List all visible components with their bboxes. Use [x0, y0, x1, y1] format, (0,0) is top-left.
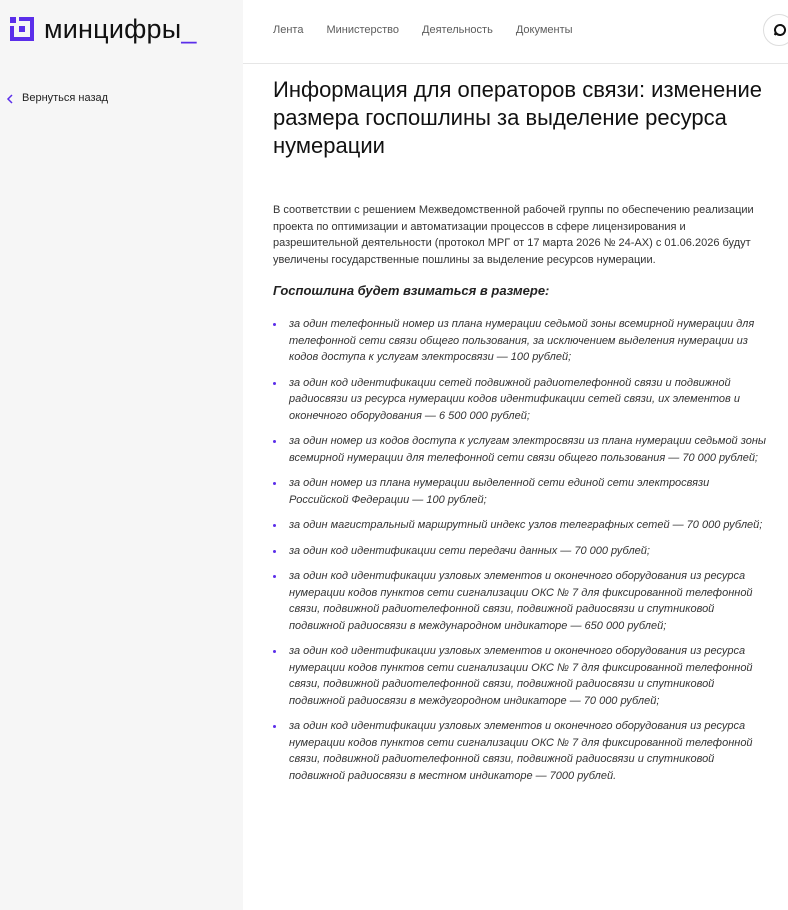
list-item: [273, 475, 771, 508]
logo-cursor: _: [181, 14, 197, 44]
nav-item-activity[interactable]: Деятельность: [422, 24, 493, 36]
list-item-text: за один код идентификации сетей подвижной радиотелефонной связи и подвижной радиосвязи из ресурса нумерации кодов идентификации сетей связи, их элементов и оконечного оборудования — 6 500 000 рублей;: [289, 376, 740, 422]
bullet: [273, 524, 276, 527]
sidebar: [0, 0, 243, 910]
bullet: [273, 650, 276, 653]
chat-button[interactable]: [763, 14, 788, 46]
article-subheading: Госпошлина будет взиматься в размере:: [273, 283, 550, 298]
list-item-text: за один код идентификации узловых элементов и оконечного оборудования из ресурса нумерации кодов пунктов сети сигнализации ОКС № 7 для фиксированной телефонной связи, подвижной радиотелефонной связи, подвижной радиосвязи и спутниковой подвижной радиосвязи в международном индикаторе — 650 000 рублей;: [289, 570, 753, 632]
back-link[interactable]: [6, 92, 108, 105]
back-link-label: Вернуться назад: [22, 92, 109, 104]
list-item: [273, 568, 771, 634]
chat-icon: [773, 23, 787, 37]
site-logo[interactable]: [10, 15, 197, 43]
list-item-text: за один магистральный маршрутный индекс узлов телеграфных сетей — 70 000 рублей;: [289, 519, 763, 531]
nav-item-ministry[interactable]: Министерство: [326, 24, 400, 36]
article: [273, 76, 771, 793]
list-item: [273, 517, 771, 534]
list-item: [273, 375, 771, 425]
chevron-left-icon: [6, 94, 14, 104]
logo-wordmark: минцифры: [44, 14, 182, 44]
bullet: [273, 382, 276, 385]
list-item-text: за один код идентификации узловых элементов и оконечного оборудования из ресурса нумерации кодов пунктов сети сигнализации ОКС № 7 для фиксированной телефонной связи, подвижной радиотелефонной связи, подвижной радиосвязи и спутниковой подвижной радиосвязи в местном индикаторе — 7000 рублей.: [289, 720, 753, 782]
list-item: [273, 433, 771, 466]
list-item: [273, 718, 771, 784]
article-intro: В соответствии с решением Межведомственной рабочей группы по обеспечению реализации проекта по оптимизации и автоматизации процессов в сфере лицензирования и разрешительной деятельности (протокол МРГ от 17 марта 2026 № 24-АХ) с 01.06.2026 будут увеличены государственные пошлины за выделение ресурсов нумерации.: [273, 204, 754, 266]
logo-icon: [10, 17, 34, 41]
list-item-text: за один номер из кодов доступа к услугам электросвязи из плана нумерации седьмой зоны всемирной нумерации для телефонной сети связи общего пользования — 70 000 рублей;: [289, 435, 766, 464]
bullet: [273, 575, 276, 578]
nav-item-feed[interactable]: Лента: [273, 24, 304, 36]
list-item-text: за один телефонный номер из плана нумерации седьмой зоны всемирной нумерации для телефонной сети связи общего пользования, за исключением выделения нумерации из кодов доступа к услугам электросвязи — 100 рублей;: [289, 318, 755, 363]
list-item: [273, 543, 771, 560]
list-item-text: за один код идентификации узловых элементов и оконечного оборудования из ресурса нумерации кодов пунктов сети сигнализации ОКС № 7 для фиксированной телефонной связи, подвижной радиотелефонной связи, подвижной радиосвязи и спутниковой подвижной радиосвязи в междугородном индикаторе — 70 000 рублей;: [289, 645, 753, 707]
list-item: [273, 643, 771, 709]
list-item-text: за один код идентификации сети передачи данных — 70 000 рублей;: [289, 544, 650, 557]
list-item-text: за один номер из плана нумерации выделенной сети единой сети электросвязи Российской Федерации — 100 рублей;: [289, 477, 710, 506]
nav-item-documents[interactable]: Документы: [515, 24, 573, 36]
main-nav: [273, 23, 596, 37]
bullet: [273, 482, 276, 485]
logo-text: [44, 15, 197, 43]
bullet: [273, 440, 276, 443]
bullet: [273, 725, 276, 728]
page-title: Информация для операторов связи: изменение размера госпошлины за выделение ресурса нумерации: [273, 77, 762, 158]
list-item: [273, 316, 771, 366]
header-divider: [243, 63, 788, 64]
bullet: [273, 550, 276, 553]
fee-list: [273, 316, 771, 784]
bullet: [273, 323, 276, 326]
